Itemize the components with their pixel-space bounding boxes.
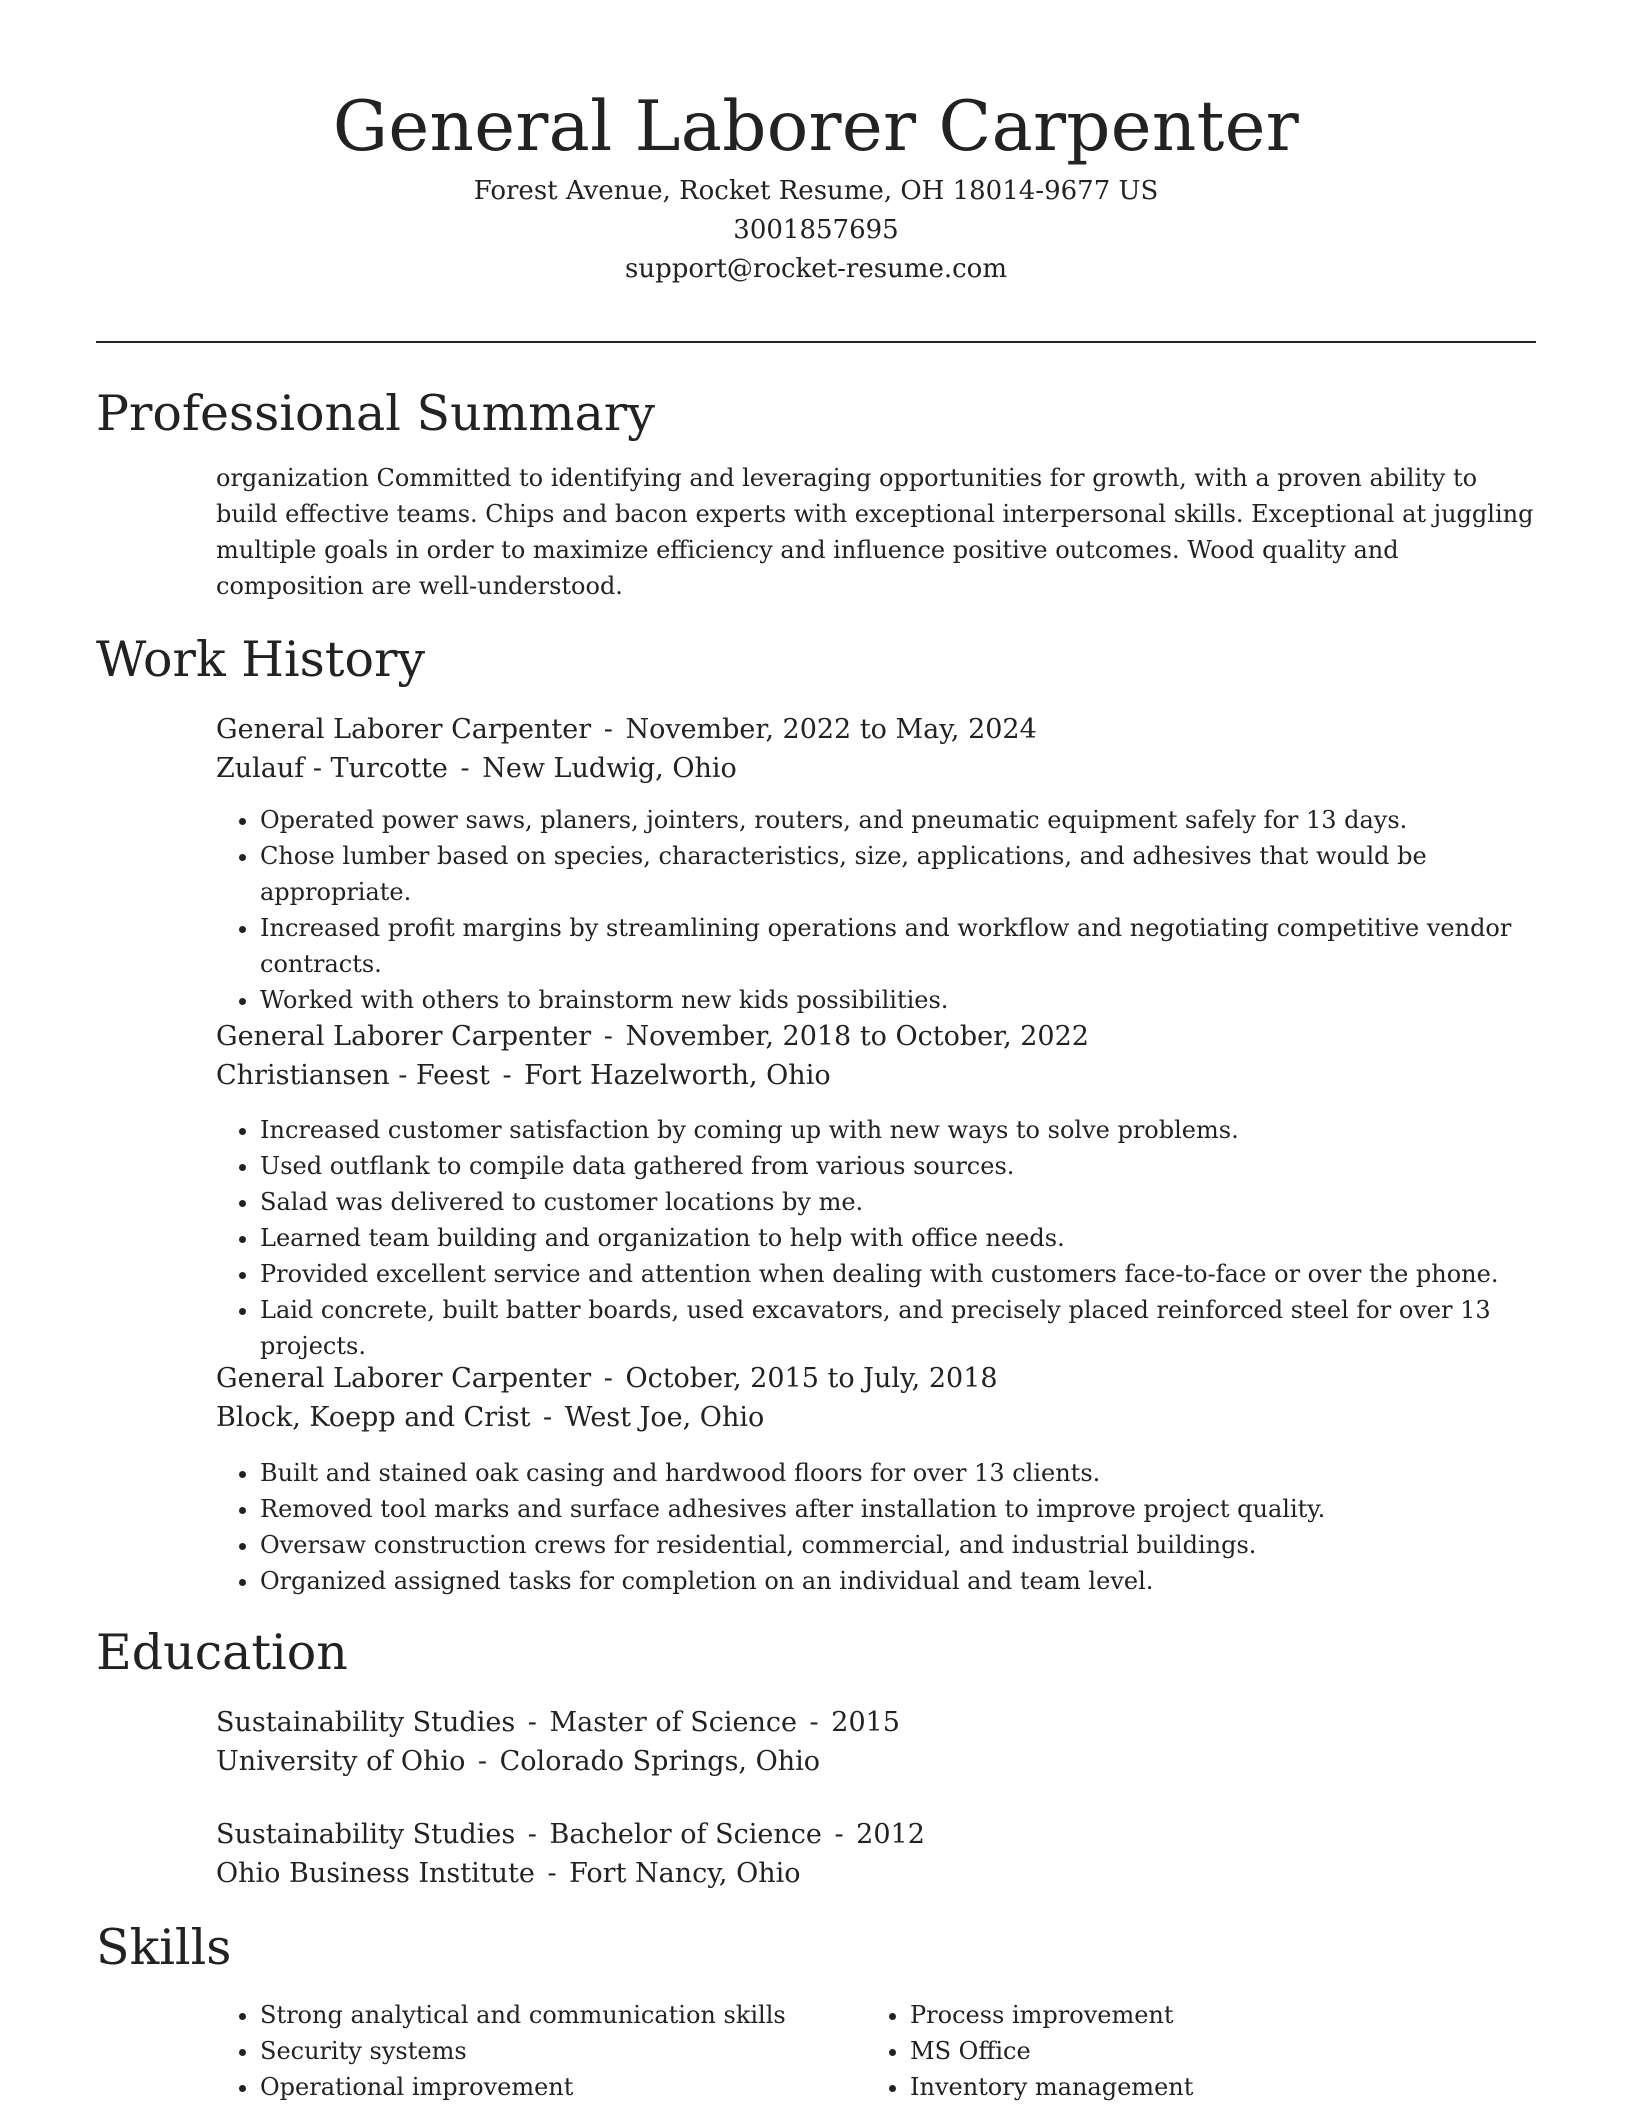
job-title-line: General Laborer Carpenter - November, 2022 to May, 2024	[216, 714, 1037, 745]
skill-item: • Operational improvement	[260, 2069, 866, 2105]
summary-text: organization Committed to identifying and leveraging opportunities for growth, with a proven ability to build effective teams. Chips and bacon experts with exceptional interpersonal skills. Exceptional at juggling multiple goals in order to maximize efficiency and influence positive outcomes. Wood quality and composition are well-understood.	[216, 464, 1534, 600]
job-entry	[216, 710, 1536, 788]
skill-item: • MS Office	[910, 2033, 1536, 2069]
job-title-line: General Laborer Carpenter - October, 2015 to July, 2018	[216, 1363, 998, 1394]
job-company: Christiansen - Feest	[216, 1060, 490, 1091]
job-company-line: Block, Koepp and Crist - West Joe, Ohio	[216, 1402, 765, 1433]
job-position: General Laborer Carpenter	[216, 1363, 592, 1394]
list-item: • Removed tool marks and surface adhesives after installation to improve project quality.	[260, 1491, 1536, 1527]
list-item: • Operated power saws, planers, jointers, routers, and pneumatic equipment safely for 13 days.	[260, 802, 1536, 838]
education-school: University of Ohio	[216, 1746, 466, 1777]
list-item: • Provided excellent service and attention when dealing with customers face-to-face or over the phone.	[260, 1256, 1536, 1292]
job-company: Zulauf - Turcotte	[216, 753, 448, 784]
education-entry	[216, 1703, 1536, 1781]
education-degree: Master of Science	[549, 1707, 797, 1738]
list-item: • Learned team building and organization to help with office needs.	[260, 1220, 1536, 1256]
skills-list-left	[216, 1997, 866, 2105]
job-position: General Laborer Carpenter	[216, 1021, 592, 1052]
list-item: • Built and stained oak casing and hardwood floors for over 13 clients.	[260, 1455, 1536, 1491]
list-item: • Increased profit margins by streamlining operations and workflow and negotiating competitive vendor contracts.	[260, 910, 1536, 982]
education-heading: Education	[96, 1624, 348, 1681]
education-school-line: Ohio Business Institute - Fort Nancy, Ohio	[216, 1858, 801, 1889]
phone: 3001857695	[733, 215, 899, 245]
job-company-line: Zulauf - Turcotte - New Ludwig, Ohio	[216, 753, 737, 784]
job-dates: November, 2018 to October, 2022	[625, 1021, 1089, 1052]
list-item: • Used outflank to compile data gathered from various sources.	[260, 1148, 1536, 1184]
education-year: 2015	[831, 1707, 900, 1738]
job-location: Fort Hazelworth, Ohio	[524, 1060, 831, 1091]
skill-item: • Strong analytical and communication skills	[260, 1997, 866, 2033]
header-divider	[96, 341, 1536, 343]
contact-info	[96, 172, 1536, 289]
job-dates: November, 2022 to May, 2024	[625, 714, 1037, 745]
education-location: Colorado Springs, Ohio	[499, 1746, 821, 1777]
candidate-name: General Laborer Carpenter	[332, 87, 1300, 167]
education-location: Fort Nancy, Ohio	[569, 1858, 801, 1889]
resume-header	[96, 82, 1536, 289]
education-degree-line: Sustainability Studies - Bachelor of Science - 2012	[216, 1819, 925, 1850]
list-item: • Increased customer satisfaction by coming up with new ways to solve problems.	[260, 1112, 1536, 1148]
list-item: • Chose lumber based on species, characteristics, size, applications, and adhesives that would be appropriate.	[260, 838, 1536, 910]
list-item: • Organized assigned tasks for completion on an individual and team level.	[260, 1563, 1536, 1599]
job-location: New Ludwig, Ohio	[482, 753, 737, 784]
job-position: General Laborer Carpenter	[216, 714, 592, 745]
email: support@rocket-resume.com	[624, 254, 1007, 284]
job-title-line: General Laborer Carpenter - November, 2018 to October, 2022	[216, 1021, 1089, 1052]
work-history-heading: Work History	[96, 631, 426, 688]
job-location: West Joe, Ohio	[564, 1402, 765, 1433]
list-item: • Worked with others to brainstorm new kids possibilities.	[260, 982, 1536, 1018]
skill-item: • Security systems	[260, 2033, 866, 2069]
education-degree: Bachelor of Science	[549, 1819, 822, 1850]
job-bullets	[216, 1455, 1536, 1599]
job-entry	[216, 1359, 1536, 1437]
job-entry	[216, 1017, 1536, 1095]
education-field: Sustainability Studies	[216, 1819, 516, 1850]
education-school: Ohio Business Institute	[216, 1858, 535, 1889]
list-item: • Salad was delivered to customer locations by me.	[260, 1184, 1536, 1220]
summary-heading: Professional Summary	[96, 385, 655, 442]
job-bullets	[216, 1112, 1536, 1364]
education-field: Sustainability Studies	[216, 1707, 516, 1738]
skills-list-right	[866, 1997, 1536, 2105]
education-year: 2012	[856, 1819, 925, 1850]
education-degree-line: Sustainability Studies - Master of Science - 2015	[216, 1707, 900, 1738]
job-bullets	[216, 802, 1536, 1018]
skill-item: • Process improvement	[910, 1997, 1536, 2033]
list-item: • Laid concrete, built batter boards, used excavators, and precisely placed reinforced steel for over 13 projects.	[260, 1292, 1536, 1364]
skill-item: • Inventory management	[910, 2069, 1536, 2105]
job-company: Block, Koepp and Crist	[216, 1402, 531, 1433]
list-item: • Oversaw construction crews for residential, commercial, and industrial buildings.	[260, 1527, 1536, 1563]
education-school-line: University of Ohio - Colorado Springs, Ohio	[216, 1746, 821, 1777]
address: Forest Avenue, Rocket Resume, OH 18014-9677 US	[473, 176, 1159, 206]
job-dates: October, 2015 to July, 2018	[625, 1363, 998, 1394]
education-entry	[216, 1815, 1536, 1893]
skills-heading: Skills	[96, 1919, 232, 1976]
job-company-line: Christiansen - Feest - Fort Hazelworth, Ohio	[216, 1060, 831, 1091]
